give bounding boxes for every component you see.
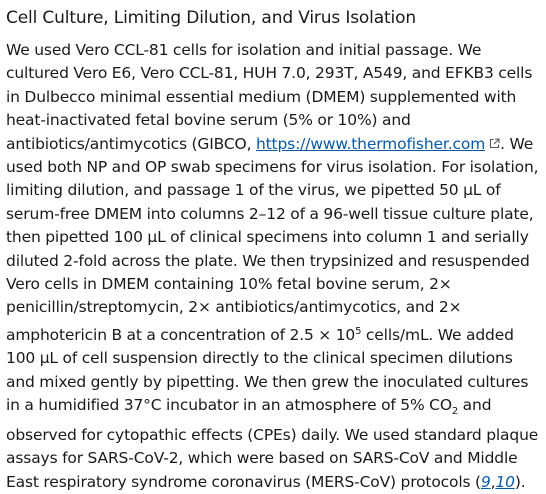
section-title: Cell Culture, Limiting Dilution, and Virus Isolation — [6, 8, 416, 28]
external-link-icon — [489, 138, 500, 149]
reference-link-9[interactable]: 9 — [480, 472, 491, 491]
thermofisher-link-text: https://www.thermofisher.com — [255, 134, 486, 153]
reference-link-10[interactable]: 10 — [495, 472, 515, 491]
paragraph-text-3: cells/mL. We added 100 µL of cell suspension directly to the clinical specimen dilutions and mixed gently by pipetting. We then grew the inoculated cultures in a humidified 37°C incubator in an atmosphere of 5% CO — [6, 326, 529, 415]
superscript-exponent: 5 — [355, 325, 362, 337]
paragraph-text-5: ). — [514, 472, 526, 491]
paragraph-text-2: . We used both NP and OP swab specimens for virus isolation. For isolation, limiting dilution, and passage 1 of the virus, we pipetted 50 µL of serum-free DMEM into columns 2–12 of a 96-well tissue culture plate, then pipetted 100 µL of clinical specimens into column 1 and serially diluted 2-fold across the plate. We then trypsinized and resuspended Vero cells in DMEM containing 10% fetal bovine serum, 2× penicillin/streptomycin, 2× antibiotics/antimycotics, and 2× amphotericin B at a concentration of 2.5 × 10 — [6, 134, 539, 345]
subscript-co2: 2 — [451, 406, 459, 418]
reference-separator: , — [490, 472, 496, 491]
paragraph-text-4: and observed for cytopathic effects (CPEs) daily. We used standard plaque assays for SARS-CoV-2, which were based on SARS-CoV and Middle East respiratory syndrome coronavirus (MERS-CoV) protocols ( — [6, 396, 539, 491]
thermofisher-link[interactable] — [256, 135, 500, 153]
body-paragraph — [6, 39, 540, 494]
paragraph-text-1: We used Vero CCL-81 cells for isolation and initial passage. We cultured Vero E6, Vero CCL-81, HUH 7.0, 293T, A549, and EFKB3 cells in Dulbecco minimal essential medium (DMEM) supplemented with heat-inactivated fetal bovine serum (5% or 10%) and antibiotics/antimycotics (GIBCO, — [6, 41, 533, 153]
